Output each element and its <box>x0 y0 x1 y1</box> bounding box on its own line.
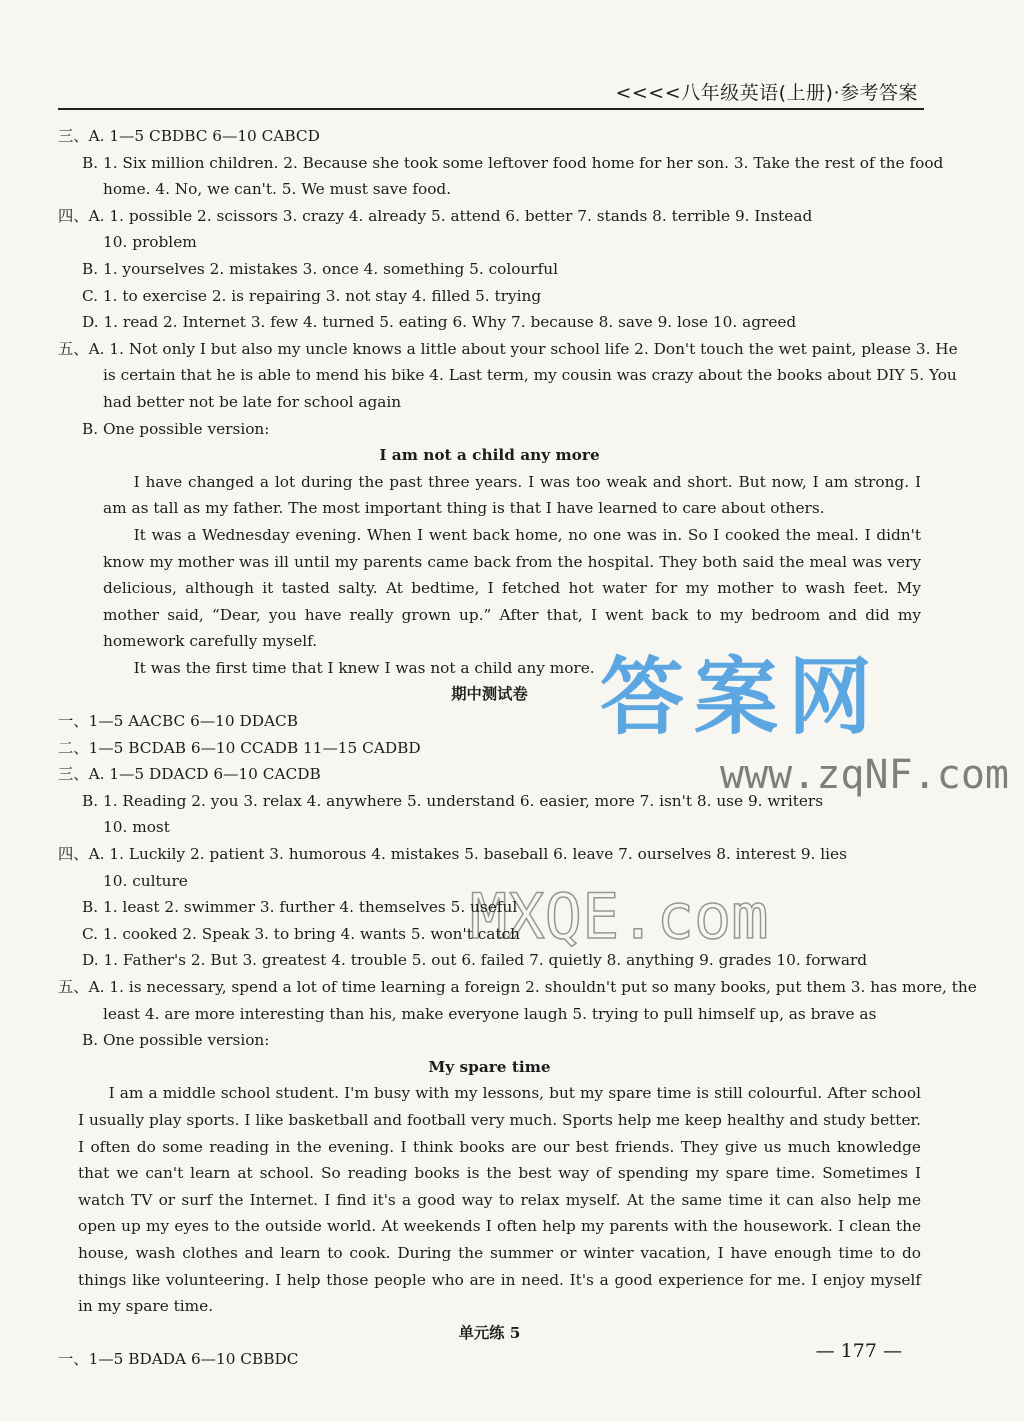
answer-line: 10. culture <box>103 871 188 890</box>
essay-paragraph: It was the first time that I knew I was not a child any more. <box>133 658 595 677</box>
answer-line: B. 1. Reading 2. you 3. relax 4. anywhere 5. understand 6. easier, more 7. isn't 8. use 9. writers <box>82 791 824 810</box>
answer-line: 一、1—5 BDADA 6—10 CBBDC <box>58 1350 299 1369</box>
answer-line: 三、A. 1—5 CBDBC 6—10 CABCD <box>58 127 320 145</box>
essay-paragraph: It was a Wednesday evening. When I went back home, no one was in. So I cooked the meal. I didn't know my mother was ill until my parents came back from the hospital. They both said the meal was very delicious, although it tasted salty. At bedtime, I fetched hot water for my mother to wash feet. My mother said, “Dear, you have really grown up.” After that, I went back to my bedroom and did my homework carefully myself. <box>103 525 921 651</box>
answer-line: 五、A. 1. is necessary, spend a lot of time learning a foreign 2. shouldn't put so many books, put them 3. has more, the <box>58 978 977 996</box>
answer-line: D. 1. Father's 2. But 3. greatest 4. trouble 5. out 6. failed 7. quietly 8. anything 9. grades 10. forward <box>82 951 868 970</box>
answer-key-content <box>58 123 977 1373</box>
watermark-brand: 答案网 <box>600 648 883 746</box>
essay-paragraph: I have changed a lot during the past three years. I was too weak and short. But now, I am strong. I am as tall as my father. The most important thing is that I have learned to care about others. <box>103 472 921 518</box>
answer-line: 10. most <box>103 818 170 837</box>
answer-line: C. 1. to exercise 2. is repairing 3. not stay 4. filled 5. trying <box>82 286 542 305</box>
answer-line: B. 1. least 2. swimmer 3. further 4. themselves 5. useful <box>82 898 518 917</box>
answer-line: B. 1. yourselves 2. mistakes 3. once 4. something 5. colourful <box>82 259 559 278</box>
answer-line: B. 1. Six million children. 2. Because she took some leftover food home for her son. 3. Take the rest of the food <box>82 153 944 172</box>
answer-line: 二、1—5 BCDAB 6—10 CCADB 11—15 CADBD <box>58 738 421 757</box>
essay-title: My spare time <box>428 1057 551 1076</box>
answer-line: 一、1—5 AACBC 6—10 DDACB <box>58 712 298 731</box>
answer-line: had better not be late for school again <box>103 392 402 411</box>
watermark-url: www.zqNF.com <box>720 752 1009 798</box>
answer-line: D. 1. read 2. Internet 3. few 4. turned 5. eating 6. Why 7. because 8. save 9. lose 10. agreed <box>82 313 797 332</box>
answer-line: 四、A. 1. Luckily 2. patient 3. humorous 4. mistakes 5. baseball 6. leave 7. ourselves 8. interest 9. lies <box>58 845 847 864</box>
essay-title: I am not a child any more <box>379 446 600 465</box>
answer-line: 三、A. 1—5 DDACD 6—10 CACDB <box>58 765 321 784</box>
watermark-url: MXQE.com <box>470 880 769 953</box>
answer-line: 10. problem <box>103 233 197 252</box>
page-number: — 177 — <box>815 1340 902 1362</box>
answer-line: is certain that he is able to mend his bike 4. Last term, my cousin was crazy about the books about DIY 5. You <box>103 366 957 385</box>
section-title: 单元练 5 <box>458 1323 521 1342</box>
essay-paragraph: I am a middle school student. I'm busy with my lessons, but my spare time is still colourful. After school I usually play sports. I like basketball and football very much. Sports help me keep healthy and study better. I often do some reading in the evening. I think books are our best friends. They give us much knowledge that we can't learn at school. So reading books is the best way of spending my spare time. Sometimes I watch TV or surf the Internet. I find it's a good way to relax myself. At the same time it can also help me open up my eyes to the outside world. At weekends I often help my parents with the housework. I clean the house, wash clothes and learn to cook. During the summer or winter vacation, I have enough time to do things like volunteering. I help those people who are in need. It's a good experience for me. I enjoy myself in my spare time. <box>78 1084 921 1316</box>
answer-line: least 4. are more interesting than his, make everyone laugh 5. trying to pull himself up, as brave as <box>103 1004 877 1023</box>
answer-line: 五、A. 1. Not only I but also my uncle knows a little about your school life 2. Don't touch the wet paint, please 3. He <box>58 339 958 358</box>
header-rule <box>58 108 924 110</box>
answer-line: C. 1. cooked 2. Speak 3. to bring 4. wants 5. won't catch <box>82 924 520 943</box>
answer-line: 四、A. 1. possible 2. scissors 3. crazy 4. already 5. attend 6. better 7. stands 8. terrible 9. Instead <box>58 206 813 225</box>
answer-line: home. 4. No, we can't. 5. We must save food. <box>103 180 452 199</box>
answer-line: B. One possible version: <box>82 419 270 438</box>
section-title: 期中测试卷 <box>451 685 528 704</box>
running-header: <<<<八年级英语(上册)·参考答案 <box>615 82 918 104</box>
answer-line: B. One possible version: <box>82 1031 270 1050</box>
